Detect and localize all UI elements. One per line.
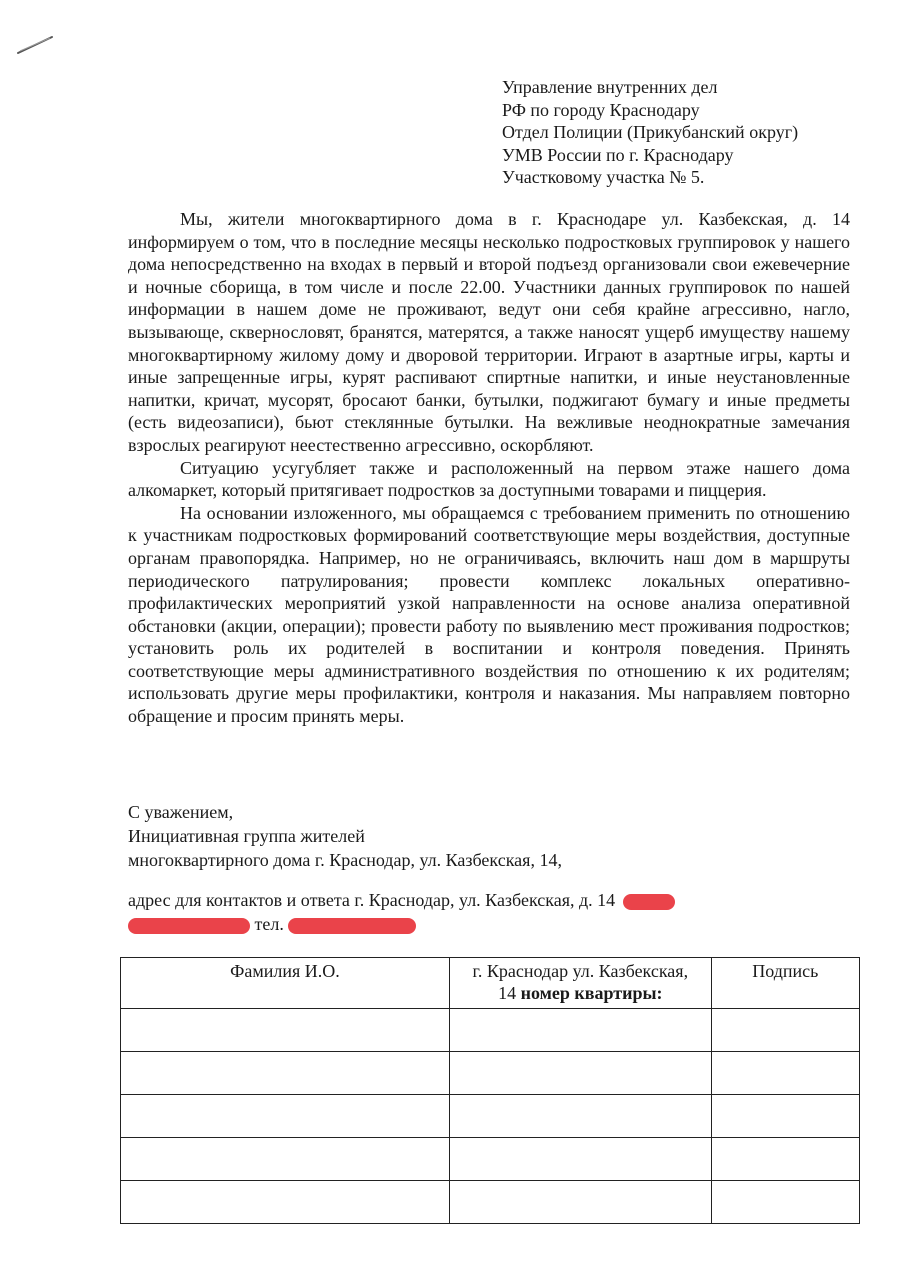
table-row — [121, 1181, 860, 1224]
signoff-block — [128, 800, 562, 872]
paragraph: На основании изложенного, мы обращаемся с требованием применить по отношению к участникам подростковых формирований соответствующие меры воздействия, доступные органам правопорядка. Например, но не ограничиваясь, включить наш дом в маршруты периодического патрулирования; провести комплекс локальных оперативно-профилактических мероприятий узкой направленности на основе анализа оперативной обстановки (акции, операции); провести работу по выявлению мест проживания подростков; установить роль их родителей в воспитании и контроля поведения. Принять соответствующие меры административного воздействия по отношению к их родителям; использовать другие меры профилактики, контроля и наказания. Мы направляем повторно обращение и просим принять меры. — [128, 502, 850, 727]
cell-name[interactable] — [121, 1138, 450, 1181]
header-address-prefix: 14 — [498, 983, 517, 1003]
cell-signature[interactable] — [711, 1138, 859, 1181]
addressee-line: Отдел Полиции (Прикубанский округ) — [502, 122, 799, 142]
contact-tel-label: тел. — [254, 914, 284, 934]
cell-signature[interactable] — [711, 1181, 859, 1224]
contact-block — [128, 888, 675, 936]
header-address-line1: г. Краснодар ул. Казбекская, — [472, 961, 689, 981]
cell-apartment[interactable] — [449, 1009, 711, 1052]
redaction-mark — [623, 894, 675, 910]
cell-apartment[interactable] — [449, 1095, 711, 1138]
table-header-row — [121, 958, 860, 1009]
signoff-line: многоквартирного дома г. Краснодар, ул. Казбекская, 14, — [128, 850, 562, 870]
cell-name[interactable] — [121, 1009, 450, 1052]
paragraph: Мы, жители многоквартирного дома в г. Краснодаре ул. Казбекская, д. 14 информируем о том, что в последние месяцы несколько подростковых группировок у нашего дома непосредственно на входах в первый и второй подъезд организовали свои ежевечерние и ночные сборища, в том числе и после 22.00. Участники данных группировок по нашей информации в нашем доме не проживают, ведут они себя крайне агрессивно, нагло, вызывающе, сквернословят, бранятся, матерятся, а также наносят ущерб имуществу нашему многоквартирному жилому дому и дворовой территории. Играют в азартные игры, карты и иные запрещенные игры, курят распивают спиртные напитки, и иные неустановленные напитки, кричат, мусорят, бросают банки, бутылки, поджигают бумагу и иные предметы (есть видеозаписи), бьют стеклянные бутылки. На вежливые неоднократные замечания взрослых реагируют неестественно агрессивно, оскорбляют. — [128, 209, 850, 455]
addressee-line: Управление внутренних дел — [502, 77, 718, 97]
signoff-line: С уважением, — [128, 802, 234, 822]
pen-stroke-mark — [16, 34, 56, 56]
cell-apartment[interactable] — [449, 1052, 711, 1095]
addressee-block — [502, 76, 798, 189]
table-row — [121, 1138, 860, 1181]
header-signature: Подпись — [711, 958, 859, 1009]
cell-apartment[interactable] — [449, 1138, 711, 1181]
cell-name[interactable] — [121, 1181, 450, 1224]
redaction-mark — [128, 918, 250, 934]
header-apartment-label: номер квартиры: — [520, 983, 663, 1003]
addressee-line: РФ по городу Краснодару — [502, 99, 700, 120]
cell-signature[interactable] — [711, 1095, 859, 1138]
cell-name[interactable] — [121, 1052, 450, 1095]
cell-signature[interactable] — [711, 1009, 859, 1052]
addressee-line: Участковому участка № 5. — [502, 167, 705, 187]
header-address — [449, 958, 711, 1009]
cell-name[interactable] — [121, 1095, 450, 1138]
redaction-mark — [288, 918, 416, 934]
signoff-line: Инициативная группа жителей — [128, 826, 365, 846]
cell-apartment[interactable] — [449, 1181, 711, 1224]
table-row — [121, 1052, 860, 1095]
letter-body — [128, 208, 850, 728]
addressee-line: УМВ России по г. Краснодару — [502, 144, 734, 165]
header-name: Фамилия И.О. — [121, 958, 450, 1009]
header-address-line2 — [450, 982, 711, 1004]
table-row — [121, 1009, 860, 1052]
paragraph: Ситуацию усугубляет также и расположенный на первом этаже нашего дома алкомаркет, который притягивает подростков за доступными товарами и пиццерия. — [128, 457, 850, 501]
cell-signature[interactable] — [711, 1052, 859, 1095]
signature-table — [120, 957, 860, 1224]
contact-address: адрес для контактов и ответа г. Краснодар, ул. Казбекская, д. 14 — [128, 890, 616, 910]
table-row — [121, 1095, 860, 1138]
